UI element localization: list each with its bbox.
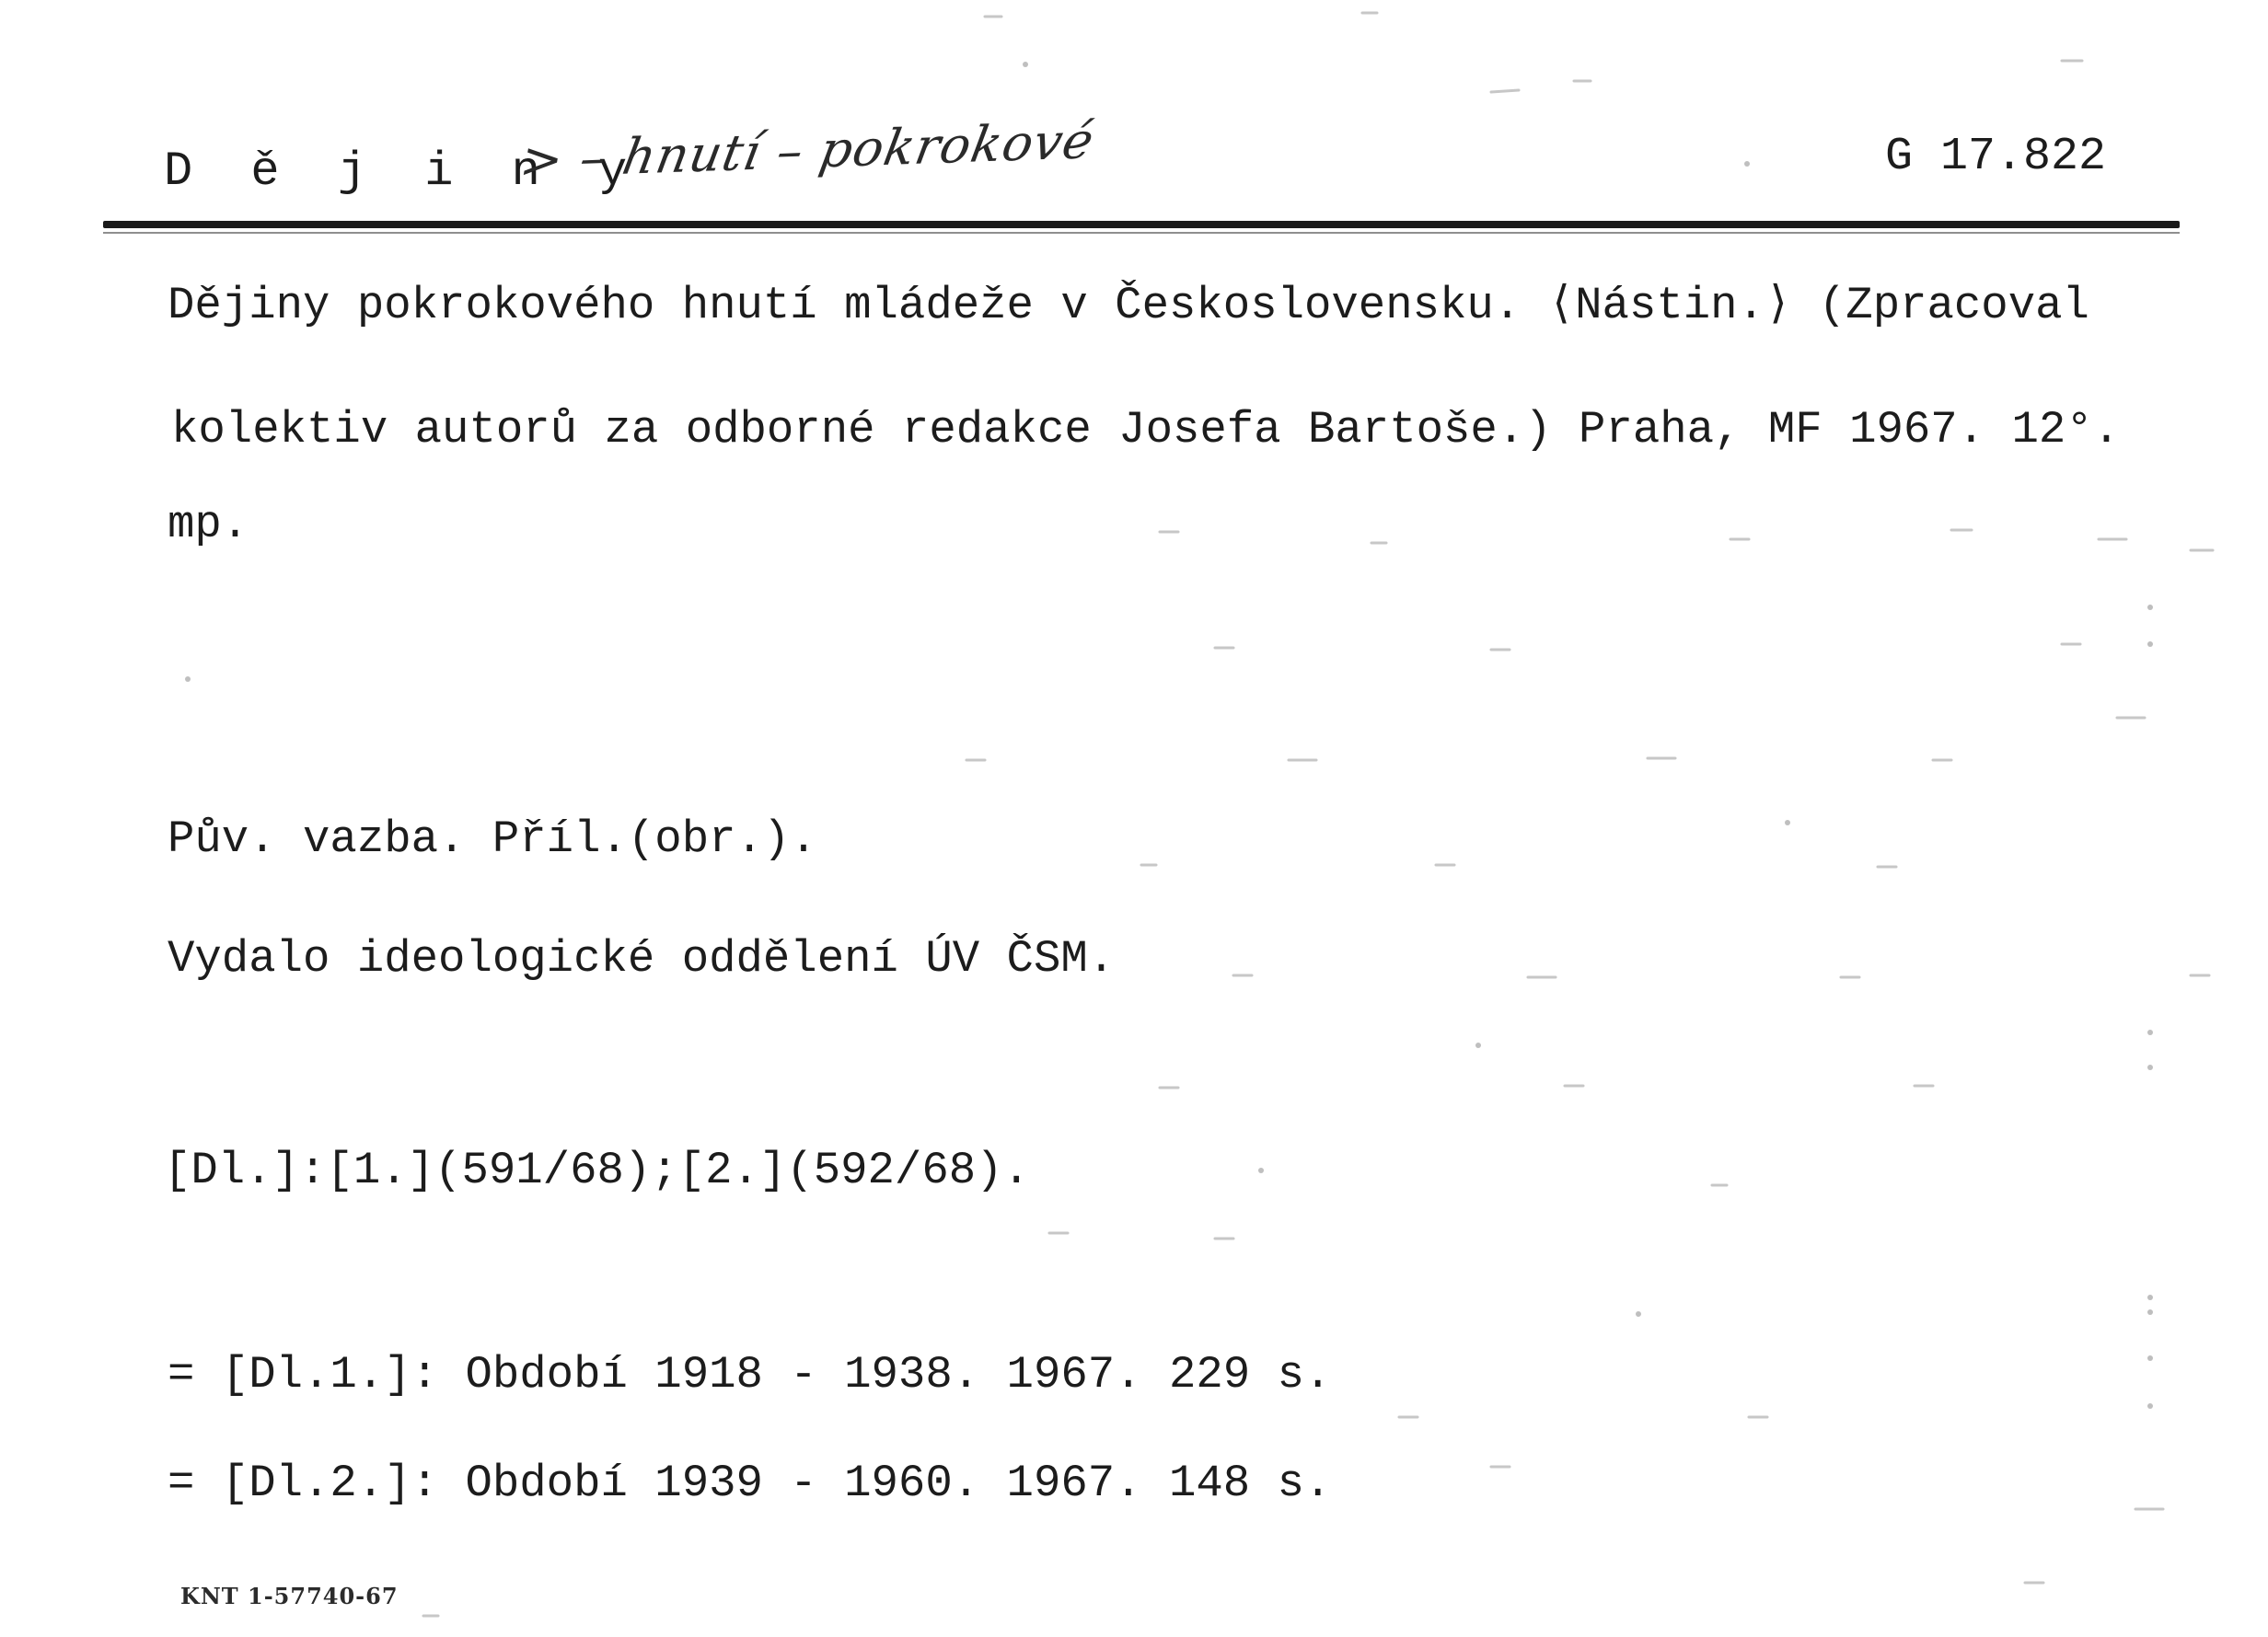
volume-2-line: = [Dl.2.]: Období 1939 - 1960. 1967. 148 s. (168, 1458, 1332, 1509)
title-line-1: Dějiny pokrokového hnutí mládeže v Československu. ⟨Nástin.⟩ (Zpracoval (168, 280, 2089, 331)
binding-note: Pův. vazba. Příl.(obr.). (168, 813, 817, 865)
volumes-accession-line: [Dl.]:[1.](591/68);[2.](592/68). (164, 1145, 1030, 1196)
title-line-2: kolektiv autorů za odborné redakce Josefa Bartoše.) Praha, MF 1967. 12°. (171, 404, 2121, 455)
card-print-code: KNT 1-57740-67 (180, 1583, 399, 1609)
handwritten-subject-note: > – hnutí – pokrokové (515, 111, 1099, 190)
publisher-note: Vydalo ideologické oddělení ÚV ČSM. (168, 933, 1116, 985)
call-number: G 17.822 (1885, 131, 2107, 183)
format-line: mp. (168, 499, 249, 550)
card-heading: D ě j i n y (164, 144, 642, 199)
volume-1-line: = [Dl.1.]: Období 1918 - 1938. 1967. 229 s. (168, 1349, 1332, 1401)
